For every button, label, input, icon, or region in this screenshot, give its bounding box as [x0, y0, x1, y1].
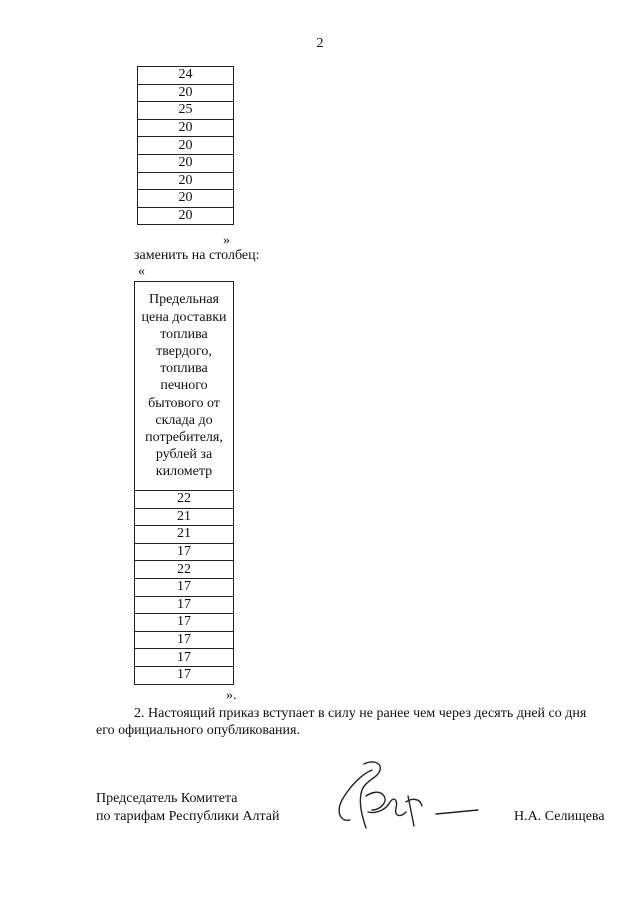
paragraph-2-line-1: 2. Настоящий приказ вступает в силу не ранее чем через десять дней со дня [134, 706, 587, 721]
value-cell: 20 [138, 190, 234, 208]
table-row [138, 154, 234, 172]
value-cell: 20 [138, 207, 234, 225]
replace-instruction: заменить на столбец: [134, 248, 260, 263]
table-row [138, 137, 234, 155]
table-row [138, 84, 234, 102]
value-cell: 17 [135, 578, 234, 596]
closing-quote-period: ». [226, 688, 237, 703]
table-row [138, 102, 234, 120]
table-row [135, 526, 234, 544]
signatory-name: Н.А. Селищева [514, 809, 605, 824]
table-row [135, 508, 234, 526]
value-cell: 17 [135, 649, 234, 667]
table-row [135, 666, 234, 684]
table-row [135, 596, 234, 614]
new-values-column [134, 281, 234, 685]
table-row [135, 649, 234, 667]
table-row [138, 67, 234, 85]
value-cell: 17 [135, 666, 234, 684]
value-cell: 22 [135, 561, 234, 579]
value-cell: 17 [135, 631, 234, 649]
signatory-title-line-1: Председатель Комитета [96, 791, 238, 806]
value-cell: 20 [138, 119, 234, 137]
table-row [135, 491, 234, 509]
table-row [135, 543, 234, 561]
value-cell: 20 [138, 172, 234, 190]
column-header: Предельная цена доставки топлива твердого, топлива печного бытового от склада до потребителя, рублей за километр [135, 282, 234, 491]
opening-quote: « [138, 264, 145, 279]
value-cell: 21 [135, 526, 234, 544]
value-cell: 20 [138, 154, 234, 172]
old-values-column [137, 66, 234, 225]
table-row [138, 207, 234, 225]
table-row [138, 172, 234, 190]
page-number: 2 [316, 36, 324, 51]
table-row [138, 190, 234, 208]
value-cell: 20 [138, 137, 234, 155]
value-cell: 17 [135, 596, 234, 614]
value-cell: 17 [135, 614, 234, 632]
value-cell: 22 [135, 491, 234, 509]
table-row [135, 561, 234, 579]
value-cell: 17 [135, 543, 234, 561]
value-cell: 21 [135, 508, 234, 526]
closing-quote: » [223, 233, 230, 248]
value-cell: 20 [138, 84, 234, 102]
table-row [135, 578, 234, 596]
handwritten-signature [328, 756, 488, 846]
paragraph-2-line-2: его официального опубликования. [96, 723, 300, 738]
table-row [135, 631, 234, 649]
signatory-title-line-2: по тарифам Республики Алтай [96, 809, 280, 824]
table-row [138, 119, 234, 137]
value-cell: 25 [138, 102, 234, 120]
table-row [135, 614, 234, 632]
value-cell: 24 [138, 67, 234, 85]
